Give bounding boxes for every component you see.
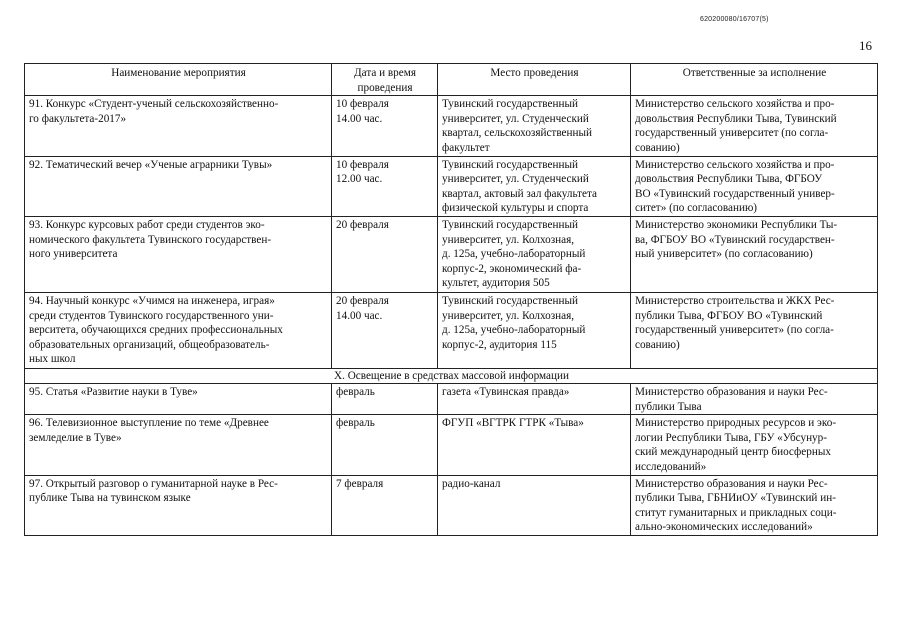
event-venue-cell: Тувинский государственный университет, ул. Колхозная, д. 125а, учебно-лабораторный корпус-2, экономический фа- культет, аудитория 505 [438,216,631,292]
event-date-cell: 10 февраля 12.00 час. [332,156,438,216]
event-responsible-cell: Министерство образования и науки Рес- публики Тыва, ГБНИиОУ «Тувинский ин- ститут гуманитарных и прикладных соци- ально-экономических исследований» [631,475,878,535]
table-row [25,383,878,414]
event-responsible-cell: Министерство строительства и ЖКХ Рес- публики Тыва, ФГБОУ ВО «Тувинский государственный университет» (по согла- сованию) [631,292,878,368]
event-responsible-cell: Министерство образования и науки Рес- публики Тыва [631,383,878,414]
column-header-venue: Место проведения [438,64,631,96]
section-heading: X. Освещение в средствах массовой информации [25,368,878,383]
section-heading-row [25,368,878,383]
event-venue-cell: газета «Тувинская правда» [438,383,631,414]
event-responsible-cell: Министерство природных ресурсов и эко- логии Республики Тыва, ГБУ «Убсунур- ский международный центр биосферных исследований» [631,415,878,475]
event-name-cell: 96. Телевизионное выступление по теме «Древнее земледелие в Туве» [25,415,332,475]
table-row [25,96,878,156]
event-date-cell: 20 февраля 14.00 час. [332,292,438,368]
event-venue-cell: радио-канал [438,475,631,535]
table-header-row [25,64,878,96]
column-header-event-name: Наименование мероприятия [25,64,332,96]
table-row [25,415,878,475]
event-responsible-cell: Министерство сельского хозяйства и про- довольствия Республики Тыва, ФГБОУ ВО «Тувинский государственный универ- ситет» (по согласованию) [631,156,878,216]
column-header-responsible: Ответственные за исполнение [631,64,878,96]
event-date-cell: февраль [332,383,438,414]
event-date-cell: 7 февраля [332,475,438,535]
document-code: 620200080/16707(5) [700,16,769,23]
event-venue-cell: Тувинский государственный университет, ул. Колхозная, д. 125а, учебно-лабораторный корпус-2, аудитория 115 [438,292,631,368]
event-name-cell: 91. Конкурс «Студент-ученый сельскохозяйственно- го факультета-2017» [25,96,332,156]
events-table [24,63,878,536]
event-responsible-cell: Министерство экономики Республики Ты- ва, ФГБОУ ВО «Тувинский государствен- ный университет» (по согласованию) [631,216,878,292]
event-name-cell: 94. Научный конкурс «Учимся на инженера, играя» среди студентов Тувинского государственного уни- верситета, обучающихся средних профессиональных образовательных организаций, общеобразователь- ных школ [25,292,332,368]
event-name-cell: 92. Тематический вечер «Ученые аграрники Тувы» [25,156,332,216]
column-header-date-time: Дата и время проведения [332,64,438,96]
event-date-cell: февраль [332,415,438,475]
event-name-cell: 95. Статья «Развитие науки в Туве» [25,383,332,414]
table-row [25,475,878,535]
page-number: 16 [859,38,872,53]
table-row [25,156,878,216]
table-row [25,216,878,292]
event-name-cell: 93. Конкурс курсовых работ среди студентов эко- номического факультета Тувинского государствен- ного университета [25,216,332,292]
event-venue-cell: Тувинский государственный университет, ул. Студенческий квартал, сельскохозяйственный факультет [438,96,631,156]
event-venue-cell: ФГУП «ВГТРК ГТРК «Тыва» [438,415,631,475]
table-row [25,292,878,368]
event-name-cell: 97. Открытый разговор о гуманитарной науке в Рес- публике Тыва на тувинском языке [25,475,332,535]
event-responsible-cell: Министерство сельского хозяйства и про- довольствия Республики Тыва, Тувинский государственный университет (по согла- сованию) [631,96,878,156]
event-date-cell: 20 февраля [332,216,438,292]
event-venue-cell: Тувинский государственный университет, ул. Студенческий квартал, актовый зал факультета физической культуры и спорта [438,156,631,216]
event-date-cell: 10 февраля 14.00 час. [332,96,438,156]
